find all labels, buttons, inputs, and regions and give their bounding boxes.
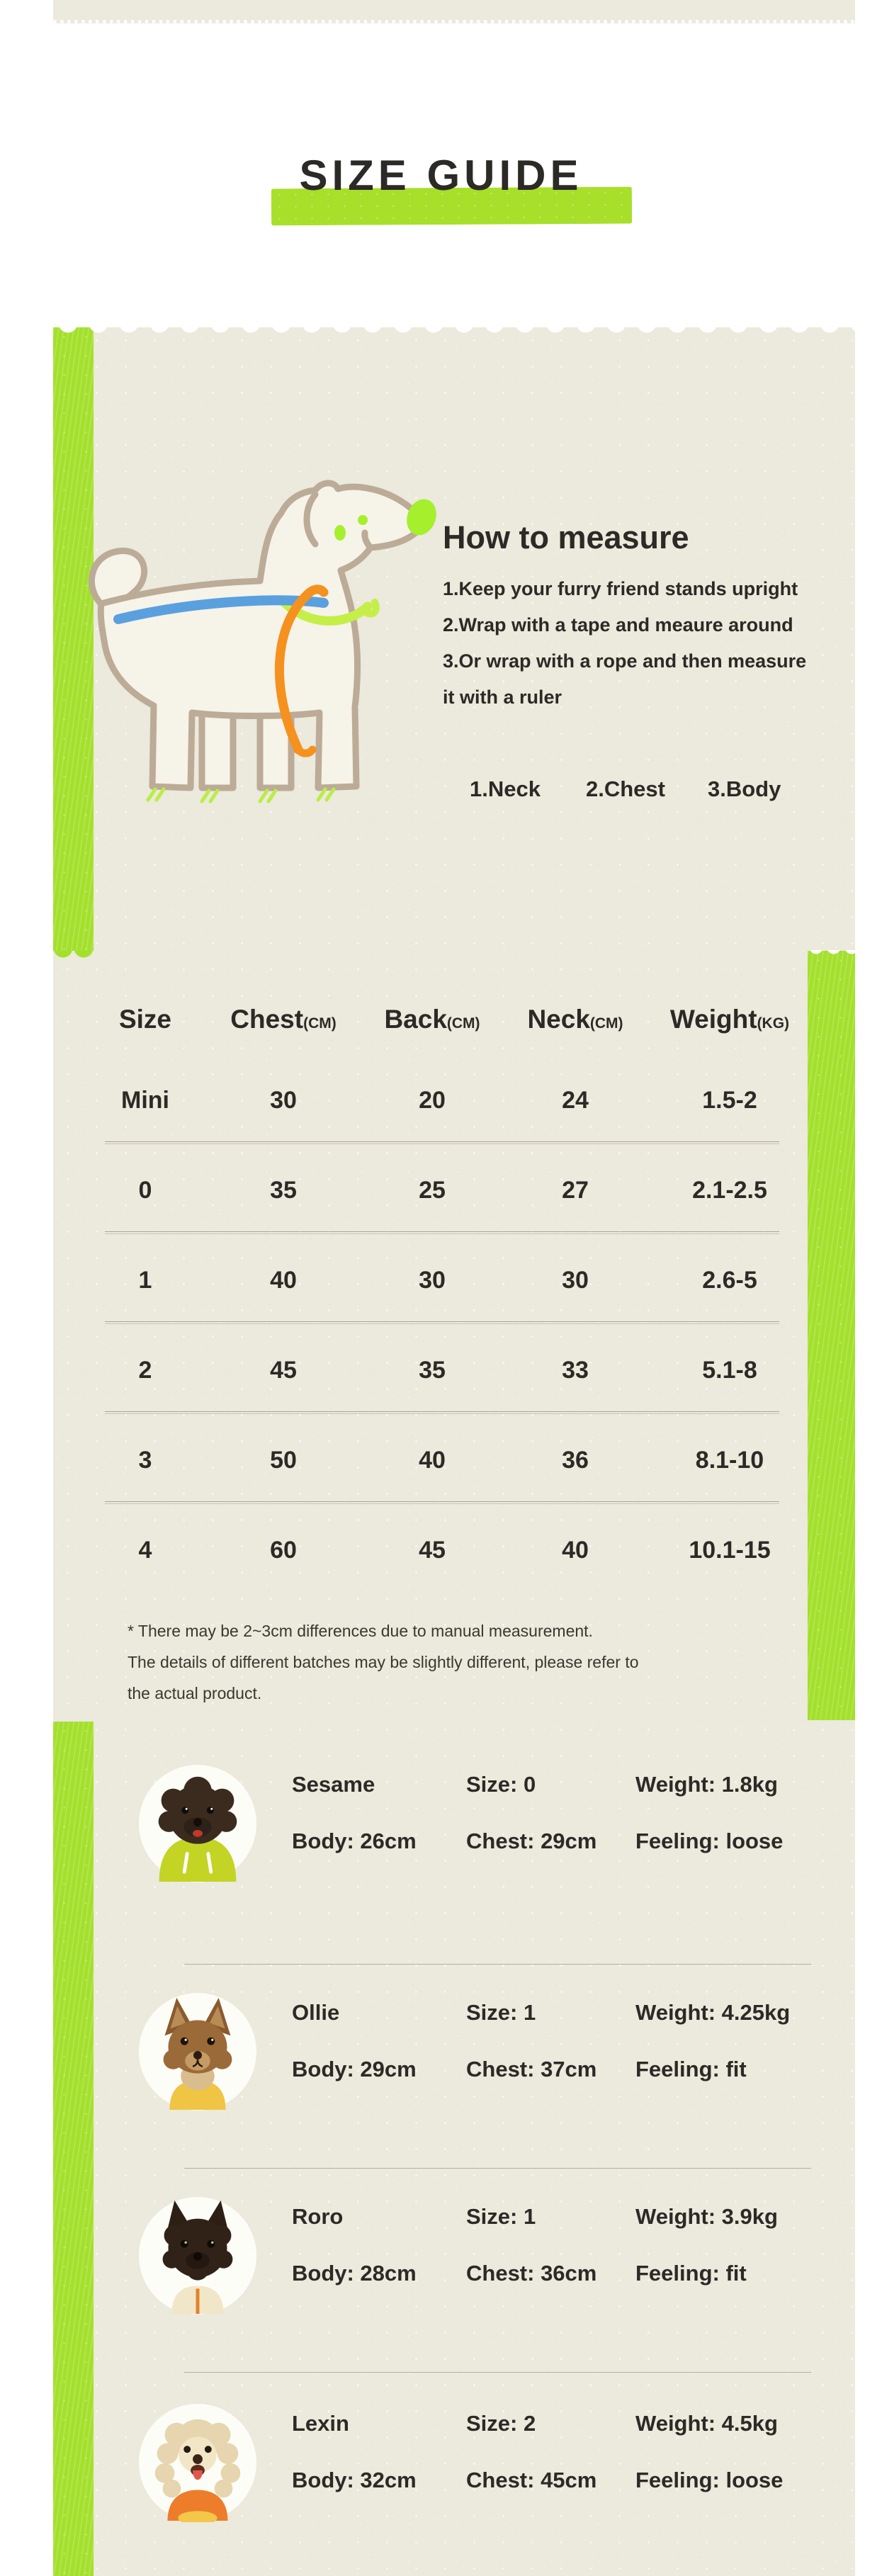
- cell-size: 4: [138, 1537, 152, 1564]
- cell-weight: 8.1-10: [695, 1447, 764, 1474]
- header-size: Size: [118, 1005, 172, 1034]
- dog-measure-illustration: [81, 476, 439, 827]
- model-body: Body: 28cm: [292, 2261, 417, 2286]
- table-separator: [105, 1141, 779, 1142]
- model-weight: Weight: 4.5kg: [635, 2411, 778, 2436]
- green-strip-right: [808, 951, 855, 1720]
- paw-ticks: [148, 789, 334, 801]
- model-size: Size: 2: [466, 2411, 536, 2436]
- header-chest: Chest(CM): [230, 1005, 337, 1034]
- table-separator: [105, 1501, 779, 1502]
- cell-chest: 40: [270, 1267, 297, 1294]
- model-card-sesame: [0, 1756, 882, 1904]
- footnote-line-2: The details of different batches may be slightly different, please refer to: [128, 1653, 639, 1671]
- torn-paper-top-strip: [53, 0, 855, 23]
- legend-chest: [586, 774, 665, 804]
- model-size: Size: 1: [466, 2000, 536, 2025]
- table-row-mini: [0, 1083, 882, 1118]
- cell-neck: 30: [562, 1267, 589, 1294]
- table-separator: [105, 1411, 779, 1412]
- model-size: Size: 1: [466, 2204, 536, 2229]
- legend-chest-label: 2.Chest: [586, 776, 665, 801]
- cell-size: 2: [138, 1357, 152, 1384]
- legend-body-label: 3.Body: [708, 776, 781, 801]
- cell-weight: 2.1-2.5: [692, 1177, 767, 1204]
- cell-neck: 36: [562, 1447, 589, 1474]
- header-back: Back(CM): [384, 1005, 480, 1034]
- model-chest: Chest: 29cm: [466, 1829, 597, 1853]
- how-to-measure-steps: [443, 571, 850, 716]
- model-name: Roro: [292, 2204, 344, 2229]
- legend-body: [708, 774, 781, 804]
- measure-step-1: 1.Keep your furry friend stands upright: [443, 578, 798, 599]
- cell-back: 35: [419, 1357, 446, 1384]
- cell-size: 1: [138, 1267, 152, 1294]
- model-body: Body: 32cm: [292, 2468, 417, 2492]
- model-name: Sesame: [292, 1772, 375, 1797]
- table-row-3: [0, 1442, 882, 1478]
- cell-back: 40: [419, 1447, 446, 1474]
- model-chest: Chest: 36cm: [466, 2261, 597, 2286]
- cell-neck: 33: [562, 1357, 589, 1384]
- cell-chest: 50: [270, 1447, 297, 1474]
- model-size: Size: 0: [466, 1772, 536, 1797]
- how-to-measure-heading: How to measure: [443, 519, 689, 555]
- table-row-4: [0, 1532, 882, 1568]
- table-separator: [105, 1321, 779, 1322]
- model-chest: Chest: 37cm: [466, 2057, 597, 2081]
- roro-dog-avatar: [138, 2196, 257, 2315]
- lexin-dog-avatar: [138, 2403, 257, 2522]
- page-title: SIZE GUIDE: [299, 152, 583, 199]
- cell-weight: 2.6-5: [702, 1267, 757, 1294]
- model-name: Lexin: [292, 2411, 349, 2436]
- cell-back: 20: [419, 1087, 446, 1114]
- legend-neck: [470, 774, 541, 804]
- table-row-2: [0, 1352, 882, 1388]
- model-separator: [184, 2168, 811, 2169]
- dog-eye: [334, 525, 346, 541]
- footnote-line-3: the actual product.: [128, 1684, 262, 1702]
- cell-chest: 35: [270, 1177, 297, 1204]
- cell-weight: 5.1-8: [702, 1357, 757, 1384]
- table-separator: [105, 1231, 779, 1232]
- cell-weight: 10.1-15: [689, 1537, 771, 1564]
- model-feeling: Feeling: fit: [635, 2057, 747, 2081]
- size-table-header-row: [0, 1002, 882, 1037]
- header-weight: Weight(KG): [669, 1005, 790, 1034]
- measure-step-3: 3.Or wrap with a rope and then measure: [443, 650, 807, 672]
- cell-back: 30: [419, 1267, 446, 1294]
- measure-step-2: 2.Wrap with a tape and meaure around: [443, 614, 793, 635]
- model-feeling: Feeling: loose: [635, 1829, 784, 1853]
- cell-size: 3: [138, 1447, 152, 1474]
- sesame-dog-avatar: [138, 1764, 257, 1883]
- model-weight: Weight: 1.8kg: [635, 1772, 778, 1797]
- cell-neck: 27: [562, 1177, 589, 1204]
- cell-back: 25: [419, 1177, 446, 1204]
- chest-measure-hook-top: [307, 589, 324, 595]
- dog-hind-leg-far: [202, 713, 233, 788]
- chest-measure-hook-bottom: [298, 750, 312, 753]
- model-weight: Weight: 3.9kg: [635, 2204, 778, 2229]
- cell-chest: 45: [270, 1357, 297, 1384]
- model-card-ollie: [0, 1984, 882, 2132]
- cell-size: 0: [138, 1177, 152, 1204]
- model-separator: [184, 2372, 811, 2373]
- model-feeling: Feeling: fit: [635, 2261, 747, 2286]
- model-chest: Chest: 45cm: [466, 2468, 597, 2492]
- table-row-1: [0, 1262, 882, 1298]
- model-separator: [184, 1964, 811, 1965]
- model-feeling: Feeling: loose: [635, 2468, 784, 2492]
- dog-brow-dot: [358, 515, 368, 525]
- model-weight: Weight: 4.25kg: [635, 2000, 791, 2025]
- measure-step-3b: it with a ruler: [443, 687, 562, 708]
- cell-weight: 1.5-2: [702, 1087, 757, 1114]
- model-body: Body: 26cm: [292, 1829, 417, 1853]
- model-name: Ollie: [292, 2000, 340, 2025]
- model-card-lexin: [0, 2395, 882, 2543]
- cell-chest: 60: [270, 1537, 297, 1564]
- legend-neck-label: 1.Neck: [470, 776, 541, 801]
- cell-chest: 30: [270, 1087, 297, 1114]
- model-body: Body: 29cm: [292, 2057, 417, 2081]
- ollie-dog-avatar: [138, 1992, 257, 2111]
- cell-back: 45: [419, 1537, 446, 1564]
- measurement-footnote: [128, 1615, 808, 1709]
- cell-neck: 24: [562, 1087, 589, 1114]
- header-neck: Neck(CM): [527, 1005, 623, 1034]
- cell-neck: 40: [562, 1537, 589, 1564]
- footnote-line-1: * There may be 2~3cm differences due to manual measurement.: [128, 1622, 593, 1640]
- cell-size: Mini: [121, 1087, 169, 1114]
- table-row-0: [0, 1173, 882, 1208]
- model-card-roro: [0, 2188, 882, 2337]
